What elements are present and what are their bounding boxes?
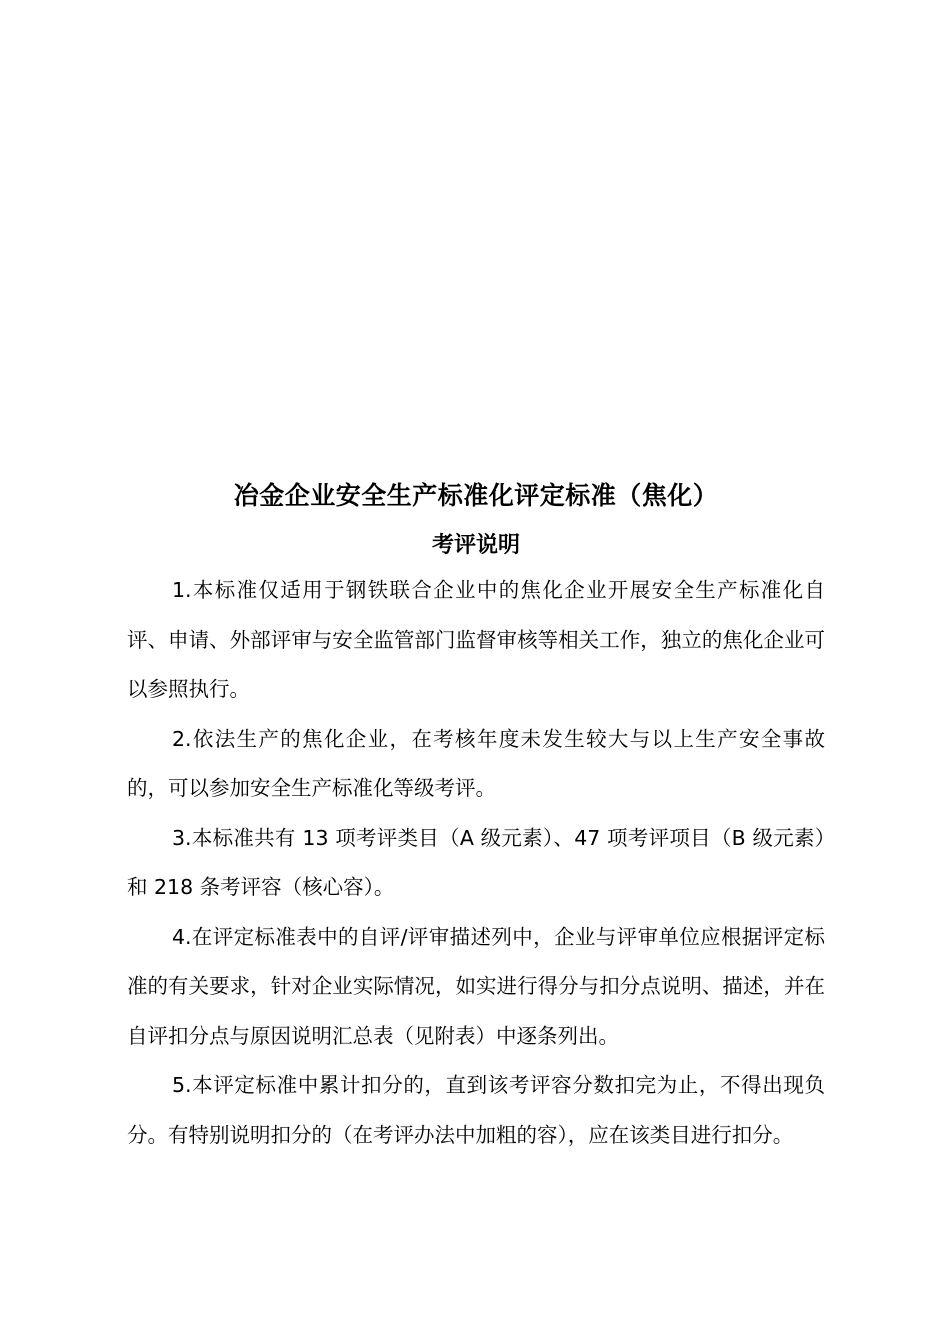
paragraph-4: 4.在评定标准表中的自评/评审描述列中，企业与评审单位应根据评定标准的有关要求，针对企业实际情况，如实进行得分与扣分点说明、描述，并在自评扣分点与原因说明汇总表（见附表）中逐条列出。 xyxy=(127,924,825,1048)
instructions-list xyxy=(127,566,825,1160)
document-body xyxy=(127,476,825,1160)
paragraph-1: 1.本标准仅适用于钢铁联合企业中的焦化企业开展安全生产标准化自评、申请、外部评审与安全监管部门监督审核等相关工作，独立的焦化企业可以参照执行。 xyxy=(127,578,825,701)
document-title: 冶金企业安全生产标准化评定标准（焦化） xyxy=(233,481,719,510)
paragraph-5: 5.本评定标准中累计扣分的，直到该考评容分数扣完为止，不得出现负分。有特别说明扣分的（在考评办法中加粗的容），应在该类目进行扣分。 xyxy=(127,1073,825,1147)
paragraph-2: 2.依法生产的焦化企业，在考核年度未发生较大与以上生产安全事故的，可以参加安全生产标准化等级考评。 xyxy=(127,726,825,800)
paragraph-3: 3.本标准共有 13 项考评类目（A 级元素）、47 项考评项目（B 级元素）和 218 条考评容（核心容）。 xyxy=(127,825,825,899)
section-title: 考评说明 xyxy=(431,533,520,558)
